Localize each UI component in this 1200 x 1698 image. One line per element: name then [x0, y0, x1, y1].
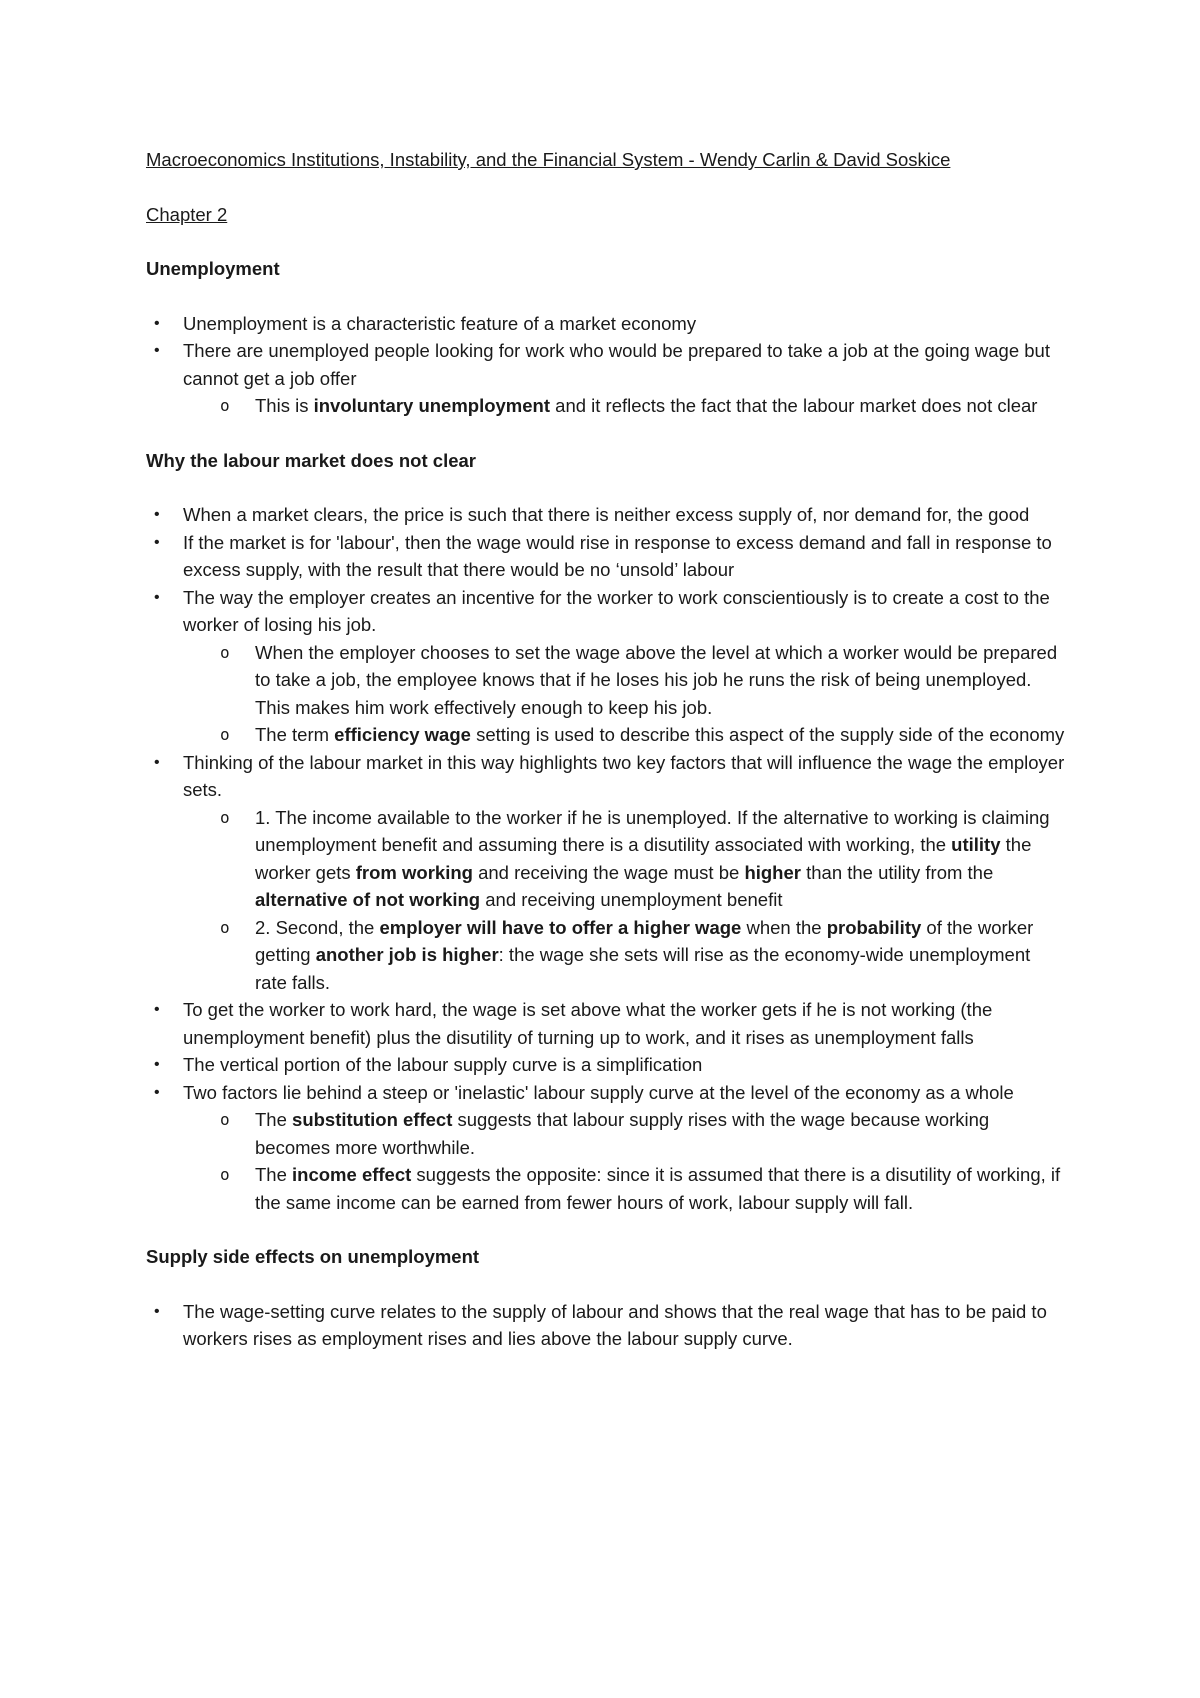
text-run: To get the worker to work hard, the wage is set above what the worker gets if he is not working (the unemployment benefit) plus the disutility of turning up to work, and it rises as unemployment falls	[183, 999, 993, 1048]
hollow-bullet-icon: o	[220, 1165, 230, 1184]
list-item	[146, 310, 1066, 338]
list-item	[146, 1298, 1066, 1353]
list-item-text	[183, 587, 1050, 636]
text-run: There are unemployed people looking for work who would be prepared to take a job at the going wage but cannot get a job offer	[183, 340, 1050, 389]
text-run: when the	[741, 916, 827, 938]
text-run: : the wage she sets will rise as the economy-wide unemployment rate falls.	[255, 944, 1031, 993]
text-run: suggests the opposite: since it is assumed that there is a disutility of working, if the same income can be earned from fewer hours of work, labour supply will fall.	[255, 1164, 1061, 1213]
sub-list-item-text	[255, 1164, 1060, 1213]
bullet-icon: •	[154, 342, 160, 359]
sub-list-item-text	[255, 395, 1037, 416]
sub-list-item-text	[255, 642, 1057, 718]
text-run: and it reflects the fact that the labour market does not clear	[550, 395, 1038, 416]
text-run: Thinking of the labour market in this way highlights two key factors that will influence the wage the employer sets.	[183, 751, 1065, 800]
text-run: The	[255, 1109, 293, 1130]
text-run: This is	[255, 395, 314, 416]
sub-list-item-text	[255, 807, 1050, 911]
text-run: suggests that labour supply rises with the wage because working becomes more worthwhile.	[255, 1109, 990, 1158]
list-item	[146, 337, 1066, 420]
sub-list-item	[183, 1106, 1066, 1161]
text-run: and receiving the wage must be	[472, 861, 745, 883]
list-item	[146, 529, 1066, 584]
bullet-list	[146, 501, 1066, 1216]
list-item	[146, 996, 1066, 1051]
list-item-text	[183, 1082, 1014, 1103]
bold-term: involuntary unemployment	[313, 395, 551, 416]
list-item-text	[183, 1054, 702, 1075]
list-item-text	[183, 532, 1052, 581]
list-item-text	[183, 999, 992, 1048]
text-run: When a market clears, the price is such that there is neither excess supply of, nor demand for, the good	[183, 504, 1030, 525]
section-heading: Unemployment	[146, 258, 280, 279]
document-title: Macroeconomics Institutions, Instability, and the Financial System - Wendy Carlin & David Soskice	[146, 149, 951, 170]
hollow-bullet-icon: o	[220, 396, 230, 415]
list-item-text	[183, 752, 1064, 801]
bold-term: from working	[355, 861, 473, 883]
sub-list-item	[183, 1161, 1066, 1216]
hollow-bullet-icon: o	[220, 725, 230, 744]
section-heading: Supply side effects on unemployment	[146, 1246, 480, 1267]
sub-bullet-list	[183, 804, 1066, 997]
bullet-icon: •	[154, 1083, 160, 1101]
sections-container	[146, 255, 1066, 1353]
sub-list-item	[183, 804, 1066, 914]
sub-list-item-text	[255, 724, 1064, 745]
bullet-icon: •	[154, 753, 160, 771]
bold-term: substitution effect	[292, 1109, 453, 1130]
text-run: The way the employer creates an incentive for the worker to work conscientiously is to create a cost to the worker of losing his job.	[183, 586, 1050, 635]
bold-term: utility	[951, 834, 1001, 855]
hollow-bullet-icon: o	[220, 807, 230, 827]
text-run: The vertical portion of the labour supply curve is a simplification	[183, 1054, 703, 1075]
list-item-text	[183, 504, 1029, 525]
sub-list-item	[183, 392, 1066, 420]
bold-term: efficiency wage	[334, 724, 471, 745]
bold-term: income effect	[292, 1164, 412, 1185]
sub-list-item-text	[255, 1109, 989, 1158]
list-item	[146, 501, 1066, 529]
text-run: Two factors lie behind a steep or 'inelastic' labour supply curve at the level of the economy as a whole	[183, 1081, 1014, 1103]
text-run: setting is used to describe this aspect of the supply side of the economy	[470, 724, 1065, 745]
bullet-icon: •	[154, 1302, 160, 1320]
sub-list-item-text	[255, 917, 1033, 993]
sub-bullet-list	[183, 392, 1066, 420]
bullet-icon: •	[154, 506, 160, 523]
bold-term: employer will have to offer a higher wage	[379, 916, 742, 938]
hollow-bullet-icon: o	[220, 1110, 230, 1129]
sub-list-item	[183, 639, 1066, 722]
text-run: than the utility from the	[800, 861, 994, 883]
list-item	[146, 749, 1066, 997]
hollow-bullet-icon: o	[220, 642, 230, 662]
sub-bullet-list	[183, 639, 1066, 749]
text-run: When the employer chooses to set the wage above the level at which a worker would be prepared to take a job, the employee knows that if he loses his job he runs the risk of being unemployed. This makes him work effectively enough to keep his job.	[255, 641, 1058, 718]
bold-term: another job is higher	[315, 944, 499, 965]
list-item	[146, 1051, 1066, 1079]
sub-list-item	[183, 721, 1066, 749]
text-run: of the worker getting	[255, 916, 1034, 965]
list-item-text	[183, 313, 696, 334]
sub-bullet-list	[183, 1106, 1066, 1216]
bullet-icon: •	[154, 533, 160, 551]
list-item	[146, 1079, 1066, 1217]
section-heading: Why the labour market does not clear	[146, 449, 476, 471]
bullet-list	[146, 310, 1066, 420]
bold-term: alternative of not working	[255, 889, 481, 910]
text-run: 1. The income available to the worker if he is unemployed. If the alternative to working is claiming unemployment benefit and assuming there is a disutility associated with working, the	[255, 806, 1050, 855]
hollow-bullet-icon: o	[220, 917, 230, 937]
bullet-icon: •	[154, 314, 160, 332]
text-run: If the market is for 'labour', then the wage would rise in response to excess demand and fall in response to excess supply, with the result that there would be no ‘unsold’ labour	[183, 531, 1052, 580]
bullet-icon: •	[154, 1056, 160, 1073]
bullet-icon: •	[154, 1001, 160, 1018]
text-run: and receiving unemployment benefit	[480, 889, 783, 910]
sub-list-item	[183, 914, 1066, 997]
bullet-icon: •	[154, 588, 160, 606]
text-run: The wage-setting curve relates to the supply of labour and shows that the real wage that has to be paid to workers rises as employment rises and lies above the labour supply curve.	[183, 1300, 1047, 1349]
chapter-label: Chapter 2	[146, 203, 228, 225]
text-run: The term	[255, 724, 335, 745]
text-run: The	[255, 1164, 293, 1185]
text-run: Unemployment is a characteristic feature of a market economy	[183, 312, 697, 334]
bullet-list	[146, 1298, 1066, 1353]
list-item-text	[183, 1301, 1047, 1350]
text-run: the worker gets	[255, 834, 1032, 883]
list-item	[146, 584, 1066, 749]
list-item-text	[183, 340, 1050, 389]
bold-term: higher	[744, 861, 801, 883]
bold-term: probability	[826, 916, 922, 938]
document-body	[146, 146, 1066, 1380]
text-run: 2. Second, the	[255, 916, 380, 938]
